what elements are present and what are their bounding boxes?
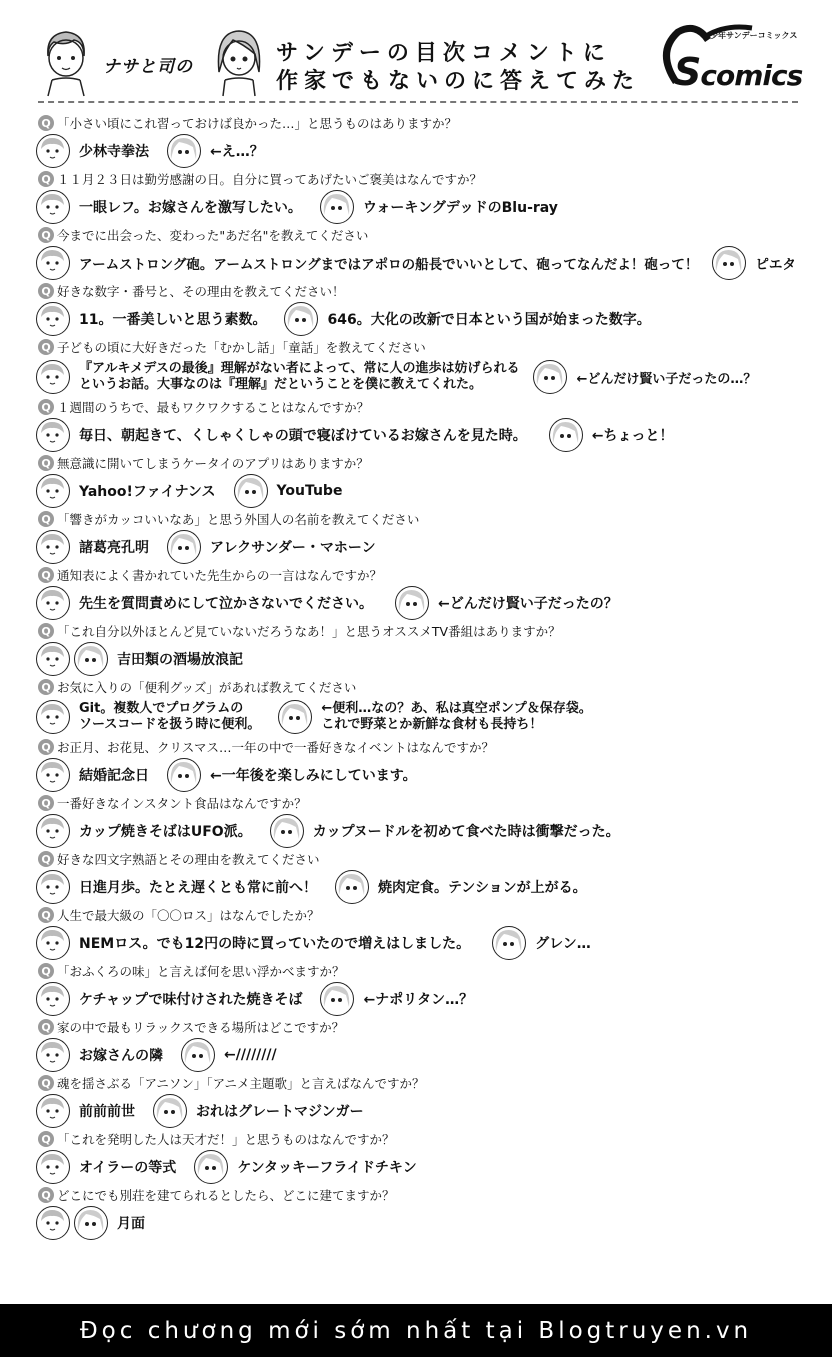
question-row: Q 「響きがカッコいいなあ」と思う外国人の名前を教えてください <box>38 509 832 529</box>
answer-row: 結婚記念日 ←一年後を楽しみにしています。 <box>36 757 832 793</box>
question-q-icon: Q <box>38 1131 54 1147</box>
question-q-icon: Q <box>38 283 54 299</box>
tsukasa-face-icon <box>167 530 201 564</box>
answer-row: オイラーの等式 ケンタッキーフライドチキン <box>36 1149 832 1185</box>
footer-text: Đọc chương mới sớm nhất tại Blogtruyen.vn <box>79 1317 753 1344</box>
nasa-face-icon <box>36 814 70 848</box>
logo-subtitle: 少年サンデーコミックス <box>710 31 798 40</box>
footer-banner <box>0 1304 832 1357</box>
tsukasa-face-icon <box>167 134 201 168</box>
question-q-icon: Q <box>38 1019 54 1035</box>
nasa-face-icon <box>36 530 70 564</box>
shonen-sunday-comics-logo <box>656 22 803 96</box>
header-title-line1: サンデーの目次コメントに <box>276 41 611 66</box>
nasa-face-icon <box>36 360 70 394</box>
tsukasa-face-icon <box>74 1206 108 1240</box>
tsukasa-face-icon <box>181 1038 215 1072</box>
answer-row: Yahoo!ファイナンス YouTube <box>36 473 832 509</box>
answer-row: 諸葛亮孔明 アレクサンダー・マホーン <box>36 529 832 565</box>
answer-row: 前前前世 おれはグレートマジンガー <box>36 1093 832 1129</box>
question-row: Q 好きな四文字熟語とその理由を教えてください <box>38 849 832 869</box>
page-header <box>0 0 832 100</box>
boy-character-icon <box>40 28 92 98</box>
nasa-face-icon <box>36 418 70 452</box>
nasa-face-icon <box>36 642 70 676</box>
question-row: Q 「これを発明した人は天才だ！」と思うものはなんですか？ <box>38 1129 832 1149</box>
nasa-face-icon <box>36 1094 70 1128</box>
nasa-face-icon <box>36 1150 70 1184</box>
tsukasa-face-icon <box>395 586 429 620</box>
question-q-icon: Q <box>38 907 54 923</box>
question-row: Q 好きな数字・番号と、その理由を教えてください！ <box>38 281 832 301</box>
nasa-face-icon <box>36 134 70 168</box>
question-row: Q 無意識に開いてしまうケータイのアプリはありますか？ <box>38 453 832 473</box>
answer-row: NEMロス。でも12円の時に買っていたので増えはしました。 グレン… <box>36 925 832 961</box>
tsukasa-face-icon <box>712 246 746 280</box>
nasa-face-icon <box>36 870 70 904</box>
nasa-face-icon <box>36 474 70 508</box>
answer-row: 吉田類の酒場放浪記 <box>36 641 832 677</box>
question-row: Q 「これ自分以外ほとんど見ていないだろうなあ！」と思うオススメTV番組はありますか？ <box>38 621 832 641</box>
answer-row: 11。一番美しいと思う素数。 646。大化の改新で日本という国が始まった数字。 <box>36 301 832 337</box>
nasa-face-icon <box>36 246 70 280</box>
question-q-icon: Q <box>38 851 54 867</box>
question-row: Q 子どもの頃に大好きだった「むかし話」「童話」を教えてください <box>38 337 832 357</box>
logo-wordmark: Scomics <box>674 50 803 94</box>
tsukasa-face-icon <box>549 418 583 452</box>
answer-row: 先生を質問責めにして泣かさないでください。 ←どんだけ賢い子だったの？ <box>36 585 832 621</box>
nasa-face-icon <box>36 982 70 1016</box>
nasa-face-icon <box>36 190 70 224</box>
question-q-icon: Q <box>38 795 54 811</box>
question-row: Q １週間のうちで、最もワクワクすることはなんですか？ <box>38 397 832 417</box>
question-row: Q お正月、お花見、クリスマス…一年の中で一番好きなイベントはなんですか？ <box>38 737 832 757</box>
question-row: Q １１月２３日は勤労感謝の日。自分に買ってあげたいご褒美はなんですか？ <box>38 169 832 189</box>
question-row: Q どこにでも別荘を建てられるとしたら、どこに建てますか？ <box>38 1185 832 1205</box>
question-q-icon: Q <box>38 567 54 583</box>
question-q-icon: Q <box>38 227 54 243</box>
answer-row: ケチャップで味付けされた焼きそば ←ナポリタン…？ <box>36 981 832 1017</box>
nasa-face-icon <box>36 1206 70 1240</box>
girl-character-icon <box>213 28 265 98</box>
question-row: Q 「おふくろの味」と言えば何を思い浮かべますか？ <box>38 961 832 981</box>
tsukasa-face-icon <box>74 642 108 676</box>
question-q-icon: Q <box>38 115 54 131</box>
question-q-icon: Q <box>38 455 54 471</box>
tsukasa-face-icon <box>335 870 369 904</box>
tsukasa-face-icon <box>492 926 526 960</box>
question-row: Q 家の中で最もリラックスできる場所はどこですか？ <box>38 1017 832 1037</box>
question-q-icon: Q <box>38 1187 54 1203</box>
question-row: Q 魂を揺さぶる「アニソン」「アニメ主題歌」と言えばなんですか？ <box>38 1073 832 1093</box>
answer-row: カップ焼きそばはUFO派。 カップヌードルを初めて食べた時は衝撃だった。 <box>36 813 832 849</box>
nasa-face-icon <box>36 586 70 620</box>
tsukasa-face-icon <box>278 700 312 734</box>
answer-row: 一眼レフ。お嫁さんを激写したい。 ウォーキングデッドのBlu-ray <box>36 189 832 225</box>
answer-row: お嫁さんの隣 ←//////// <box>36 1037 832 1073</box>
answer-row: 日進月歩。たとえ遅くとも常に前へ！ 焼肉定食。テンションが上がる。 <box>36 869 832 905</box>
question-q-icon: Q <box>38 399 54 415</box>
nasa-face-icon <box>36 758 70 792</box>
nasa-face-icon <box>36 926 70 960</box>
tsukasa-face-icon <box>320 190 354 224</box>
answer-row: 月面 <box>36 1205 832 1241</box>
nasa-face-icon <box>36 700 70 734</box>
tsukasa-face-icon <box>153 1094 187 1128</box>
header-divider <box>38 101 798 103</box>
tsukasa-face-icon <box>234 474 268 508</box>
answer-row: 『アルキメデスの最後』理解がない者によって、常に人の進歩は妨げられる というお話。大事なのは『理解』だということを僕に教えてくれた。 ←どんだけ賢い子だったの…？ <box>36 357 832 397</box>
question-row: Q 今までに出会った、変わった"あだ名"を教えてください <box>38 225 832 245</box>
header-title-line2: 作家でもないのに答えてみた <box>276 69 641 94</box>
tsukasa-face-icon <box>194 1150 228 1184</box>
tsukasa-face-icon <box>167 758 201 792</box>
question-q-icon: Q <box>38 339 54 355</box>
answer-row: 毎日、朝起きて、くしゃくしゃの頭で寝ぼけているお嫁さんを見た時。 ←ちょっと！ <box>36 417 832 453</box>
qa-list <box>0 113 832 1241</box>
nasa-face-icon <box>36 302 70 336</box>
question-row: Q お気に入りの「便利グッズ」があれば教えてください <box>38 677 832 697</box>
nasa-face-icon <box>36 1038 70 1072</box>
tsukasa-face-icon <box>533 360 567 394</box>
question-q-icon: Q <box>38 623 54 639</box>
question-row: Q 一番好きなインスタント食品はなんですか？ <box>38 793 832 813</box>
question-q-icon: Q <box>38 1075 54 1091</box>
question-q-icon: Q <box>38 739 54 755</box>
tsukasa-face-icon <box>320 982 354 1016</box>
question-q-icon: Q <box>38 963 54 979</box>
tsukasa-face-icon <box>284 302 318 336</box>
question-row: Q 通知表によく書かれていた先生からの一言はなんですか？ <box>38 565 832 585</box>
tsukasa-face-icon <box>270 814 304 848</box>
question-row: Q 人生で最大級の「〇〇ロス」はなんでしたか？ <box>38 905 832 925</box>
answer-row: アームストロング砲。アームストロングまではアポロの船長でいいとして、砲ってなんだよ！砲って！ ピエタ <box>36 245 832 281</box>
question-q-icon: Q <box>38 679 54 695</box>
question-row: Q 「小さい頃にこれ習っておけば良かった…」と思うものはありますか？ <box>38 113 832 133</box>
header-title-names: ナサと司の <box>103 57 193 77</box>
question-q-icon: Q <box>38 171 54 187</box>
answer-row: Git。複数人でプログラムの ソースコードを扱う時に便利。 ←便利…なの？あ、私は真空ポンプ＆保存袋。 これで野菜とか新鮮な食材も長持ち！ <box>36 697 832 737</box>
answer-row: 少林寺拳法 ←え…？ <box>36 133 832 169</box>
question-q-icon: Q <box>38 511 54 527</box>
